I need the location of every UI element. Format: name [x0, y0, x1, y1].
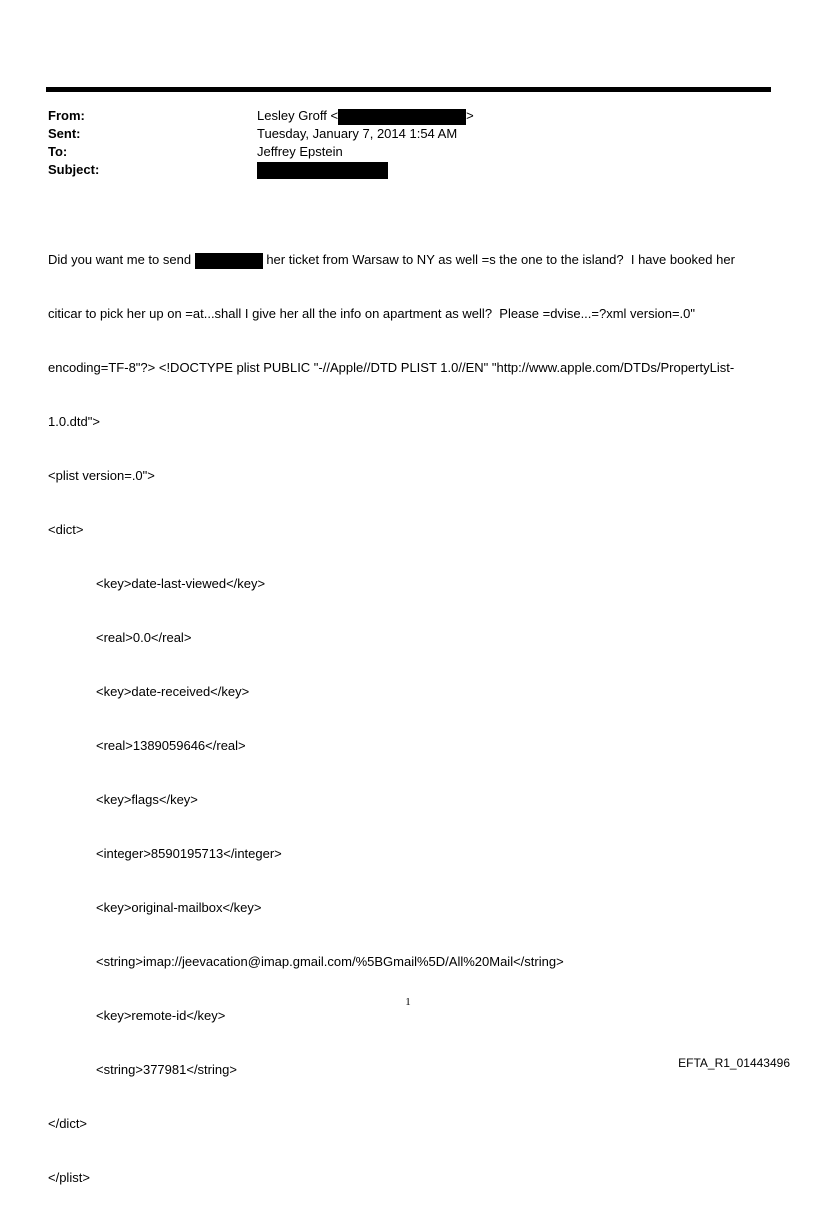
- body-line: <plist version=.0">: [48, 468, 155, 483]
- dict-line: <string>377981</string>: [96, 1062, 237, 1077]
- top-divider: [46, 87, 771, 92]
- body-line: </dict>: [48, 1116, 88, 1131]
- from-close: >: [466, 108, 474, 123]
- body-line: 1.0.dtd">: [48, 414, 100, 429]
- subject-label: Subject:: [48, 162, 100, 177]
- body-line: [48, 251, 770, 269]
- body-text-segment: her ticket from Warsaw to NY as well =s the one to the island? I have booked her: [262, 252, 735, 267]
- dict-line: <key>date-received</key>: [96, 684, 250, 699]
- body-line: </plist>: [48, 1170, 90, 1185]
- from-value: [257, 107, 474, 125]
- from-label: From:: [48, 108, 85, 123]
- dict-line: <key>original-mailbox</key>: [96, 900, 262, 915]
- redaction-box: [257, 162, 388, 179]
- to-label: To:: [48, 144, 68, 159]
- document-id: EFTA_R1_01443496: [678, 1056, 790, 1070]
- email-header: [48, 107, 768, 179]
- dict-line: <key>remote-id</key>: [96, 1008, 226, 1023]
- sent-row: [48, 125, 768, 143]
- to-value: Jeffrey Epstein: [257, 144, 343, 159]
- dict-line: <key>flags</key>: [96, 792, 198, 807]
- body-line: encoding=TF-8"?> <!DOCTYPE plist PUBLIC "-//Apple//DTD PLIST 1.0//EN" "http://www.apple.com/DTDs/PropertyList-: [48, 360, 735, 375]
- email-body: [48, 215, 770, 1205]
- body-text-segment: Did you want me to send: [48, 252, 195, 267]
- sent-value: Tuesday, January 7, 2014 1:54 AM: [257, 126, 458, 141]
- from-row: [48, 107, 768, 125]
- to-row: [48, 143, 768, 161]
- subject-value: [257, 161, 388, 179]
- dict-line: <real>0.0</real>: [96, 630, 192, 645]
- page-number: 1: [405, 996, 411, 1008]
- body-line: <dict>: [48, 522, 84, 537]
- dict-line: <key>date-last-viewed</key>: [96, 576, 266, 591]
- sent-label: Sent:: [48, 126, 81, 141]
- redaction-box: [338, 109, 466, 125]
- subject-row: [48, 161, 768, 179]
- body-line: citicar to pick her up on =at...shall I give her all the info on apartment as well? Please =dvise...=?xml version=.0": [48, 306, 696, 321]
- dict-line: <real>1389059646</real>: [96, 738, 246, 753]
- dict-line: <string>imap://jeevacation@imap.gmail.com/%5BGmail%5D/All%20Mail</string>: [96, 954, 564, 969]
- redaction-box: [195, 253, 263, 269]
- from-name: Lesley Groff <: [257, 108, 339, 123]
- dict-line: <integer>8590195713</integer>: [96, 846, 282, 861]
